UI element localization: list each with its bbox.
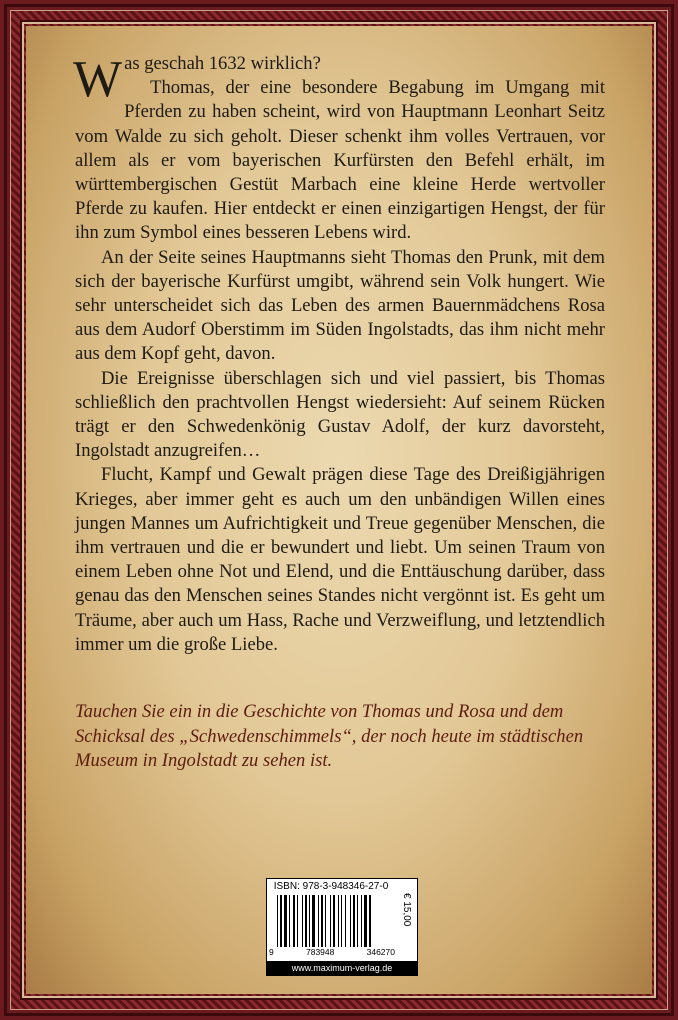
publisher-url: www.maximum-verlag.de — [267, 961, 417, 975]
barcode-digits — [269, 947, 395, 957]
paragraph-1: Thomas, der eine besondere Begabung im Umgang mit Pferden zu haben scheint, wird von Hauptmann Leonhart Seitz vom Walde zu sich geholt. Dieser schenkt ihm volles Vertrauen, vor allem als er vom bayerischen Kurfürsten den Befehl erhält, im württembergischen Gestüt Marbach eine kleine Herde wertvoller Pferde zu kaufen. Hier entdeckt er einen einzigartigen Hengst, der für ihn zum Symbol eines besseren Lebens wird. — [75, 77, 605, 244]
digit-group-1: 783948 — [305, 947, 335, 957]
italic-teaser: Tauchen Sie ein in die Geschichte von Thomas und Rosa und dem Schicksal des „Schwedenschimmels“, der noch heute im städtischen Museum in Ingolstadt zu sehen ist. — [75, 701, 584, 771]
isbn-label: ISBN: 978-3-948346-27-0 — [273, 881, 389, 892]
barcode-bars — [277, 895, 393, 947]
paragraph-3: Die Ereignisse überschlagen sich und viel passiert, bis Thomas schließlich den prachtvollen Hengst wiedersieht: Auf seinem Rücken trägt er den Schwedenkönig Gustav Adolf, der kurz davorsteht, Ingolstadt anzugreifen… — [75, 367, 605, 462]
opening-question: as geschah 1632 wirklich? — [124, 53, 321, 74]
paragraph-4: Flucht, Kampf und Gewalt prägen diese Tage des Dreißigjährigen Krieges, aber immer geht es auch um den unbändigen Willen eines jungen Mannes um Aufrichtigkeit und Treue gegenüber Menschen, die ihm vertrauen und die er bewundert und liebt. Um seinen Traum von einem Leben ohne Not und Elend, und die Enttäuschung darüber, dass genau das den Menschen seines Standes nicht vergönnt ist. Es geht um Träume, aber auch um Hass, Rache und Verzweiflung, und letztendlich immer um die große Liebe. — [75, 464, 605, 655]
opening-line — [73, 51, 605, 108]
blurb-text — [75, 52, 605, 657]
paragraph-2: An der Seite seines Hauptmanns sieht Thomas den Prunk, mit dem sich der bayerische Kurfürst umgibt, während sein Volk hungert. Wie sehr unterscheidet sich das Leben des armen Bauernmädchens Rosa aus dem Audorf Oberstimm im Süden Ingolstadts, das ihm nicht mehr aus dem Kopf geht, davon. — [75, 246, 605, 365]
digit-prefix: 9 — [269, 947, 274, 957]
drop-cap: W — [73, 51, 123, 108]
price-label: € 15,00 — [401, 893, 412, 927]
barcode-panel — [266, 878, 418, 976]
digit-group-2: 346270 — [366, 947, 395, 957]
